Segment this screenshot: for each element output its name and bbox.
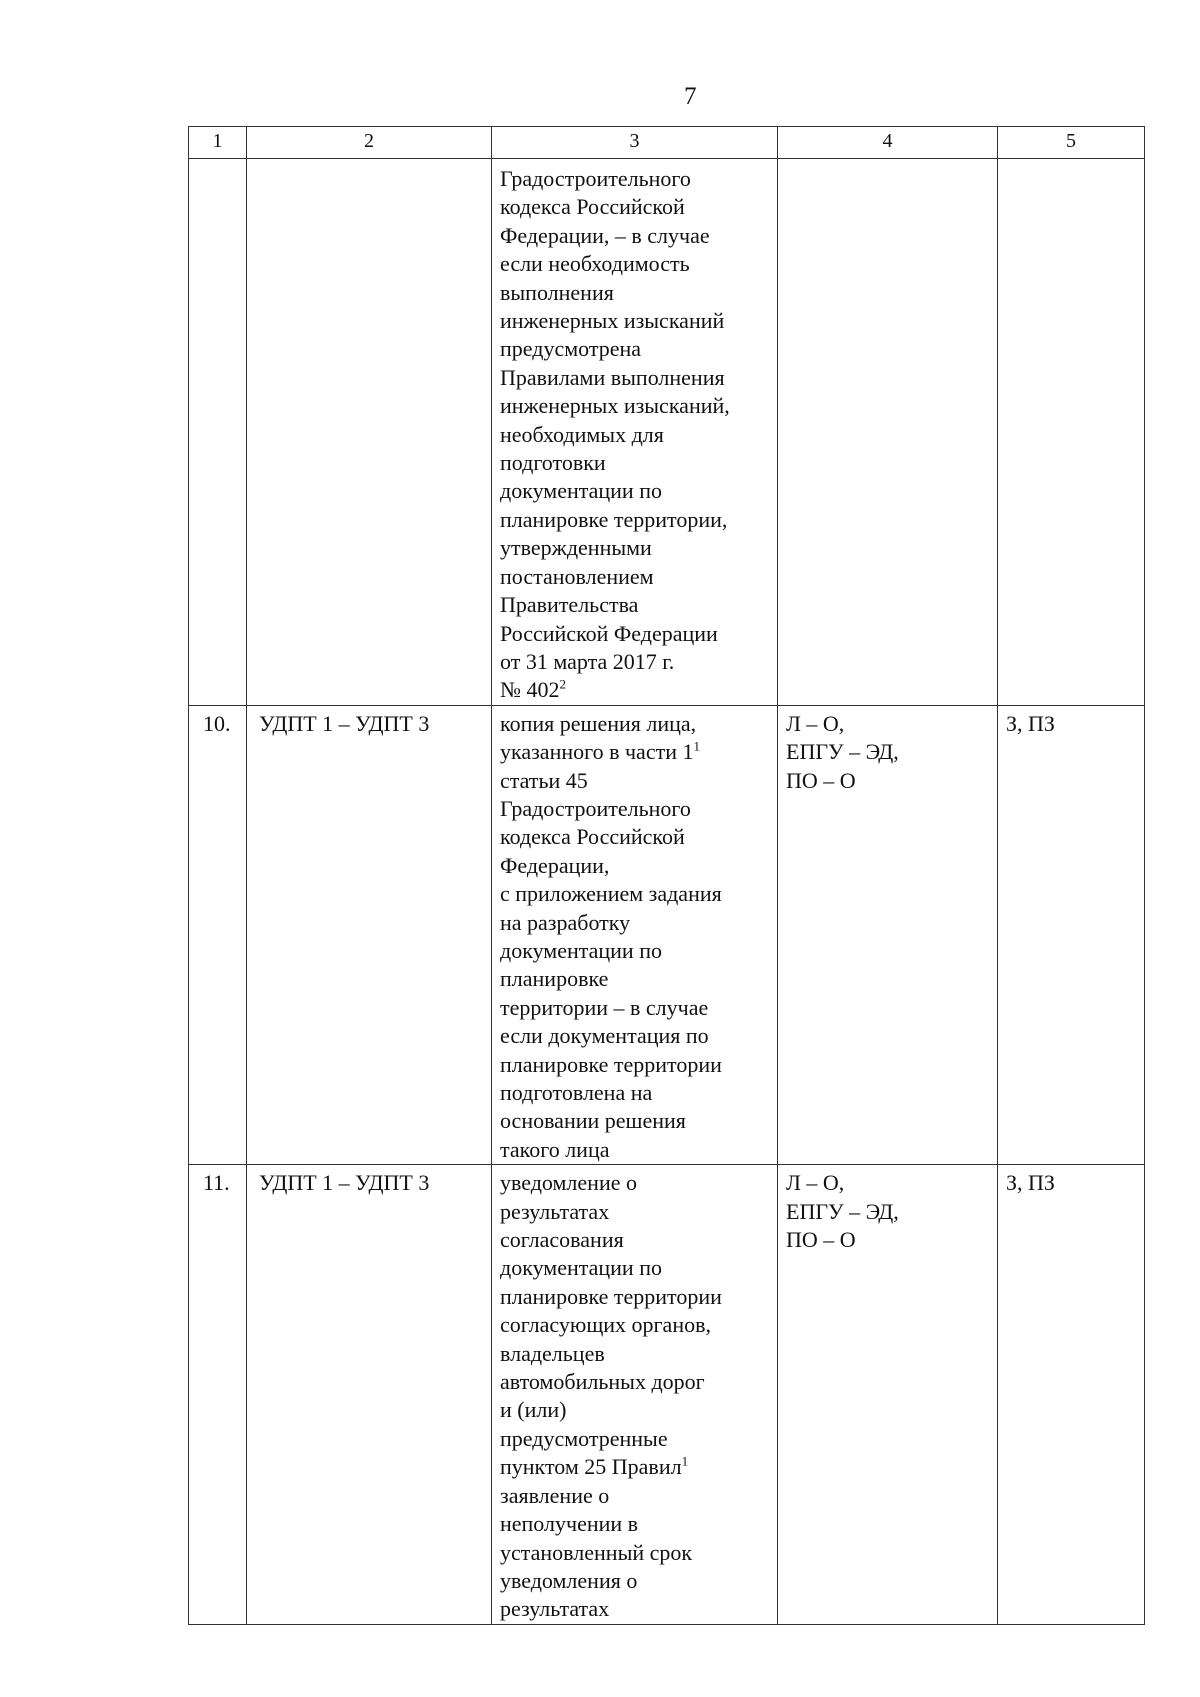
doc-line: выполнения bbox=[500, 279, 614, 305]
doc-line: согласования bbox=[500, 1227, 624, 1253]
doc-line: документации по bbox=[500, 478, 662, 504]
doc-line: от 31 марта 2017 г. bbox=[500, 648, 675, 674]
form-line: Л – О, bbox=[786, 710, 845, 736]
row-form bbox=[778, 705, 998, 1165]
column-header-3: 3 bbox=[492, 127, 778, 159]
row-document-description bbox=[492, 159, 778, 706]
row-category: З, ПЗ bbox=[998, 1165, 1145, 1625]
doc-line: необходимых для bbox=[500, 421, 664, 447]
column-header-2: 2 bbox=[247, 127, 492, 159]
row-form bbox=[778, 1165, 998, 1625]
table-header-row bbox=[189, 127, 1145, 159]
table-row bbox=[189, 159, 1145, 706]
doc-line: предусмотренные bbox=[500, 1425, 668, 1451]
doc-line-text: указанного в части 1 bbox=[500, 739, 694, 765]
doc-line: владельцев bbox=[500, 1340, 605, 1366]
doc-line: кодекса Российской bbox=[500, 194, 685, 220]
row-code bbox=[247, 159, 492, 706]
doc-line: инженерных изысканий bbox=[500, 308, 725, 334]
doc-line-with-footnote bbox=[500, 1453, 777, 1481]
doc-line: кодекса Российской bbox=[500, 824, 685, 850]
doc-line: подготовлена на bbox=[500, 1080, 653, 1105]
doc-line: заявление о bbox=[500, 1482, 610, 1508]
row-category: З, ПЗ bbox=[998, 705, 1145, 1165]
doc-line: Правилами выполнения bbox=[500, 364, 725, 390]
doc-line: планировке bbox=[500, 966, 609, 992]
footnote-marker: 2 bbox=[559, 676, 566, 692]
row-category bbox=[998, 159, 1145, 706]
doc-line-with-footnote bbox=[500, 676, 777, 704]
doc-line: уведомления о bbox=[500, 1567, 638, 1593]
doc-line: Российской Федерации bbox=[500, 620, 718, 646]
row-code: УДПТ 1 – УДПТ 3 bbox=[247, 705, 492, 1165]
footnote-marker: 1 bbox=[681, 1453, 689, 1469]
doc-line: планировке территории bbox=[500, 1283, 722, 1309]
doc-line: установленный срок bbox=[500, 1539, 693, 1565]
doc-line: Правительства bbox=[500, 592, 639, 618]
form-line: Л – О, bbox=[786, 1170, 845, 1196]
doc-line: утвержденными bbox=[500, 535, 652, 561]
doc-line: копия решения лица, bbox=[500, 710, 697, 736]
doc-line: такого лица bbox=[500, 1136, 610, 1162]
doc-line: результатах bbox=[500, 1596, 610, 1622]
page-number-text: 7 bbox=[684, 83, 697, 110]
doc-line: неполучении в bbox=[500, 1511, 639, 1537]
doc-line: если необходимость bbox=[500, 251, 690, 277]
doc-line: результатах bbox=[500, 1198, 610, 1224]
column-header-1: 1 bbox=[189, 127, 247, 159]
doc-line: с приложением задания bbox=[500, 881, 722, 907]
doc-line: территории – в случае bbox=[500, 994, 709, 1020]
row-document-description bbox=[492, 1165, 778, 1625]
doc-line: основании решения bbox=[500, 1108, 686, 1134]
row-number: 10. bbox=[189, 705, 247, 1165]
doc-line: постановлением bbox=[500, 563, 654, 589]
doc-line: автомобильных дорог bbox=[500, 1369, 705, 1395]
doc-line: уведомление о bbox=[500, 1170, 637, 1196]
footnote-marker: 1 bbox=[693, 738, 700, 754]
doc-line: документации по bbox=[500, 1255, 662, 1281]
row-number: 11. bbox=[189, 1165, 247, 1625]
column-header-4: 4 bbox=[778, 127, 998, 159]
doc-line-with-footnote bbox=[500, 738, 777, 766]
doc-line: планировке территории, bbox=[500, 506, 728, 532]
doc-line: согласующих органов, bbox=[500, 1312, 711, 1338]
doc-line: Градостроительного bbox=[500, 166, 691, 191]
form-line: ПО – О bbox=[786, 1227, 856, 1253]
form-line: ЕПГУ – ЭД, bbox=[786, 1198, 899, 1224]
doc-line: предусмотрена bbox=[500, 336, 642, 362]
column-header-5: 5 bbox=[998, 127, 1145, 159]
row-number bbox=[189, 159, 247, 706]
doc-line: планировке территории bbox=[500, 1051, 722, 1077]
row-code: УДПТ 1 – УДПТ 3 bbox=[247, 1165, 492, 1625]
doc-line: Градостроительного bbox=[500, 795, 691, 821]
table-row bbox=[189, 1165, 1145, 1625]
form-line: ЕПГУ – ЭД, bbox=[786, 739, 899, 765]
doc-line: подготовки bbox=[500, 450, 606, 476]
doc-line: документации по bbox=[500, 937, 662, 963]
doc-line: статьи 45 bbox=[500, 767, 588, 793]
row-form bbox=[778, 159, 998, 706]
row-document-description bbox=[492, 705, 778, 1165]
doc-line: на разработку bbox=[500, 909, 631, 935]
doc-line: Федерации, – в случае bbox=[500, 222, 710, 248]
doc-line-text: пунктом 25 Правил bbox=[500, 1454, 682, 1480]
doc-line-text: № 402 bbox=[500, 677, 560, 703]
form-line: ПО – О bbox=[786, 767, 856, 793]
documents-table bbox=[188, 126, 1145, 1625]
doc-line: если документация по bbox=[500, 1023, 709, 1049]
table-row bbox=[189, 705, 1145, 1165]
doc-line: и (или) bbox=[500, 1397, 567, 1423]
doc-line: Федерации, bbox=[500, 852, 610, 878]
doc-line: инженерных изысканий, bbox=[500, 393, 730, 419]
